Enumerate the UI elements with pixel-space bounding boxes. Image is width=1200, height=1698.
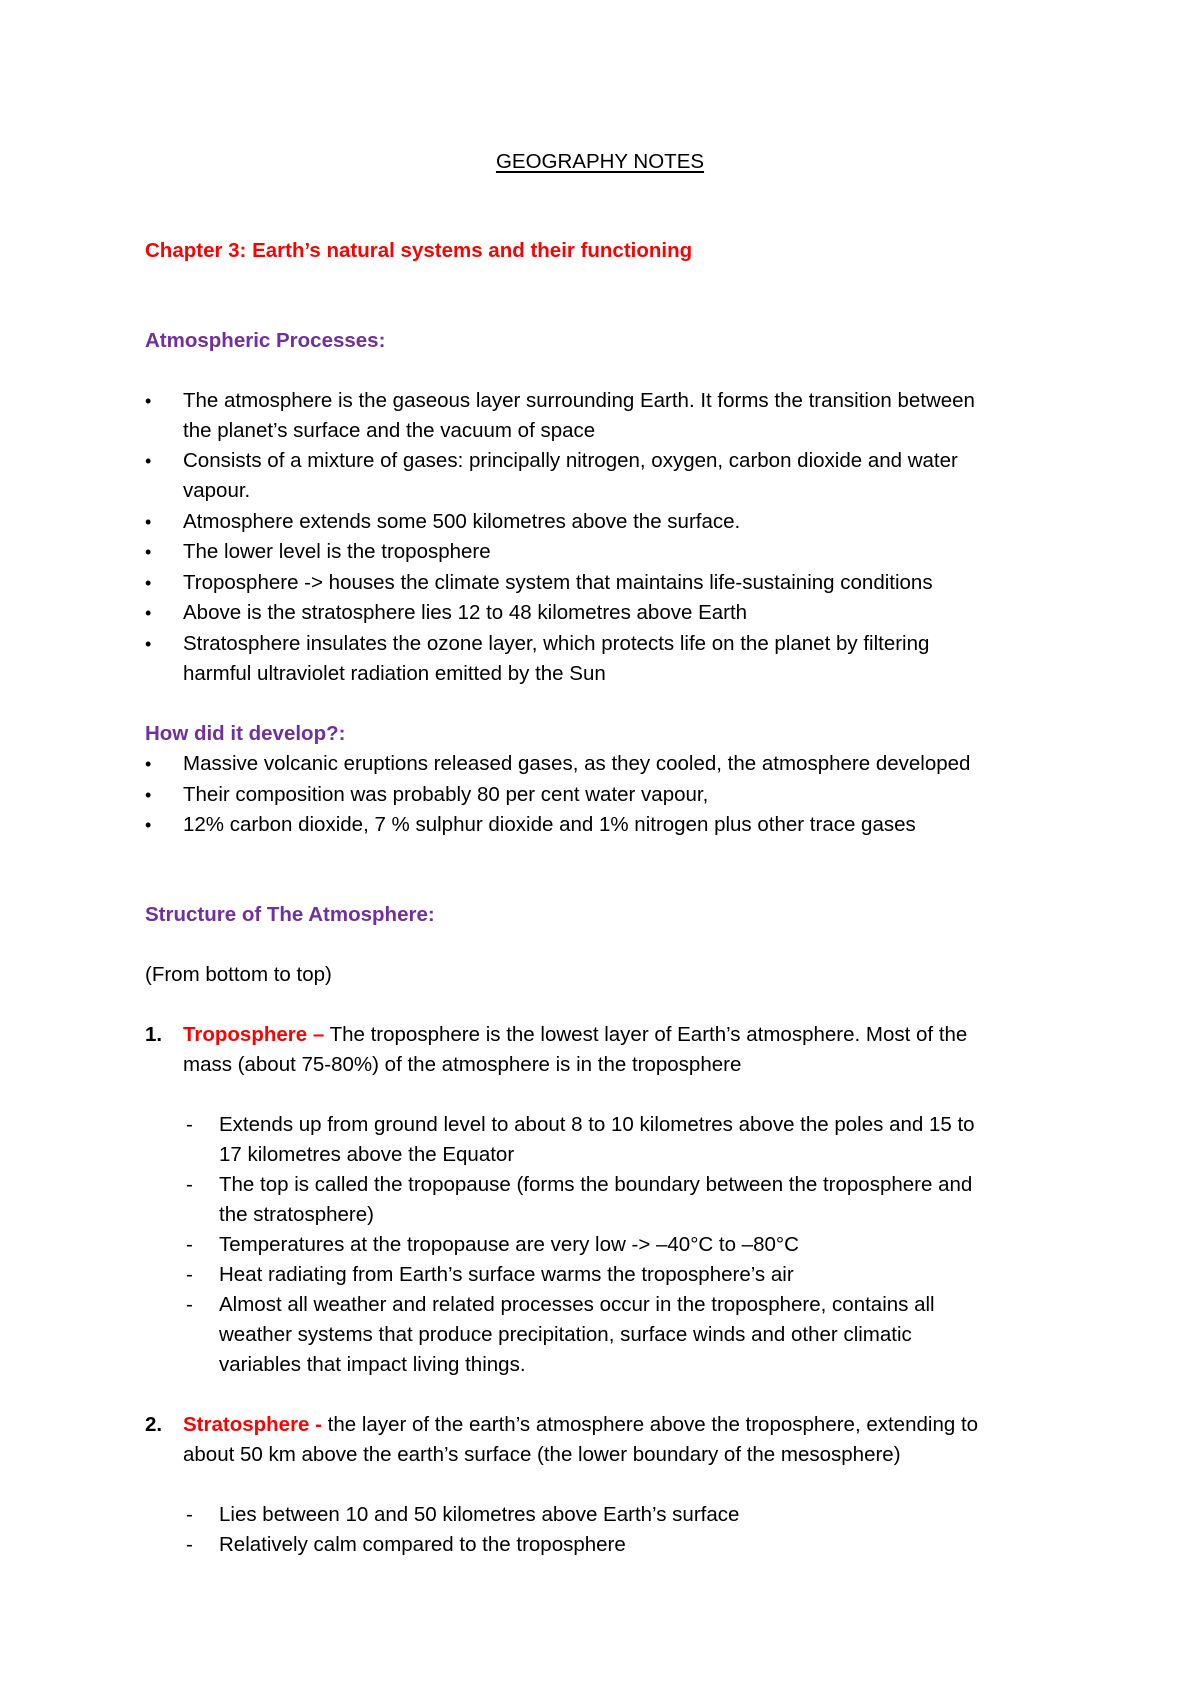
bullet-icon: • [145, 815, 152, 835]
bullet-icon: • [145, 451, 152, 471]
sub-item: The top is called the tropopause (forms the boundary between the troposphere and [219, 1173, 973, 1196]
dash-marker: - [186, 1173, 193, 1196]
list-number: 1. [145, 1023, 163, 1046]
bullet-icon: • [145, 542, 152, 562]
dash-marker: - [186, 1503, 193, 1526]
numbered-item-continuation: about 50 km above the earth’s surface (the lower boundary of the mesosphere) [183, 1443, 901, 1466]
sub-item-continuation: 17 kilometres above the Equator [219, 1143, 515, 1166]
layer-description: the layer of the earth’s atmosphere above the troposphere, extending to [321, 1413, 979, 1436]
chapter-heading: Chapter 3: Earth’s natural systems and their functioning [145, 239, 693, 262]
sub-item-continuation: the stratosphere) [219, 1203, 374, 1226]
bullet-icon: • [145, 603, 152, 623]
bullet-icon: • [145, 634, 152, 654]
list-item: 12% carbon dioxide, 7 % sulphur dioxide and 1% nitrogen plus other trace gases [183, 813, 916, 836]
layer-description: The troposphere is the lowest layer of Earth’s atmosphere. Most of the [324, 1023, 968, 1046]
list-item: Stratosphere insulates the ozone layer, which protects life on the planet by filtering [183, 632, 930, 655]
list-item: The atmosphere is the gaseous layer surrounding Earth. It forms the transition between [183, 389, 975, 412]
list-item: Above is the stratosphere lies 12 to 48 kilometres above Earth [183, 601, 748, 624]
section-heading-atmospheric: Atmospheric Processes: [145, 329, 386, 352]
list-item-continuation: harmful ultraviolet radiation emitted by the Sun [183, 662, 606, 685]
numbered-item-continuation: mass (about 75-80%) of the atmosphere is in the troposphere [183, 1053, 742, 1076]
structure-intro: (From bottom to top) [145, 963, 332, 986]
dash-marker: - [186, 1263, 193, 1286]
list-number: 2. [145, 1413, 163, 1436]
dash-marker: - [186, 1233, 193, 1256]
bullet-icon: • [145, 391, 152, 411]
list-item: Massive volcanic eruptions released gases, as they cooled, the atmosphere developed [183, 752, 971, 775]
bullet-icon: • [145, 512, 152, 532]
section-heading-develop: How did it develop?: [145, 722, 346, 745]
sub-item: Heat radiating from Earth’s surface warms the troposphere’s air [219, 1263, 794, 1286]
dash-marker: - [186, 1113, 193, 1136]
bullet-icon: • [145, 754, 152, 774]
numbered-item-line [183, 1020, 967, 1050]
list-item: Their composition was probably 80 per cent water vapour, [183, 783, 709, 806]
sub-item-continuation: weather systems that produce precipitation, surface winds and other climatic [219, 1323, 912, 1346]
list-item-continuation: vapour. [183, 479, 251, 502]
list-item: Consists of a mixture of gases: principally nitrogen, oxygen, carbon dioxide and water [183, 449, 958, 472]
bullet-icon: • [145, 573, 152, 593]
section-heading-structure: Structure of The Atmosphere: [145, 903, 435, 926]
sub-item: Extends up from ground level to about 8 to 10 kilometres above the poles and 15 to [219, 1113, 975, 1136]
list-item-continuation: the planet’s surface and the vacuum of space [183, 419, 596, 442]
layer-term: Stratosphere - [183, 1413, 322, 1436]
list-item: Troposphere -> houses the climate system that maintains life-sustaining conditions [183, 571, 933, 594]
layer-term: Troposphere – [183, 1023, 325, 1046]
list-item: The lower level is the troposphere [183, 540, 491, 563]
sub-item: Temperatures at the tropopause are very low -> –40°C to –80°C [219, 1233, 799, 1256]
bullet-icon: • [145, 785, 152, 805]
sub-item: Almost all weather and related processes occur in the troposphere, contains all [219, 1293, 935, 1316]
list-item: Atmosphere extends some 500 kilometres above the surface. [183, 510, 741, 533]
sub-item: Lies between 10 and 50 kilometres above Earth’s surface [219, 1503, 740, 1526]
page-title: GEOGRAPHY NOTES [495, 150, 705, 173]
sub-item: Relatively calm compared to the troposphere [219, 1533, 626, 1556]
dash-marker: - [186, 1533, 193, 1556]
numbered-item-line [183, 1410, 978, 1440]
sub-item-continuation: variables that impact living things. [219, 1353, 526, 1376]
dash-marker: - [186, 1293, 193, 1316]
